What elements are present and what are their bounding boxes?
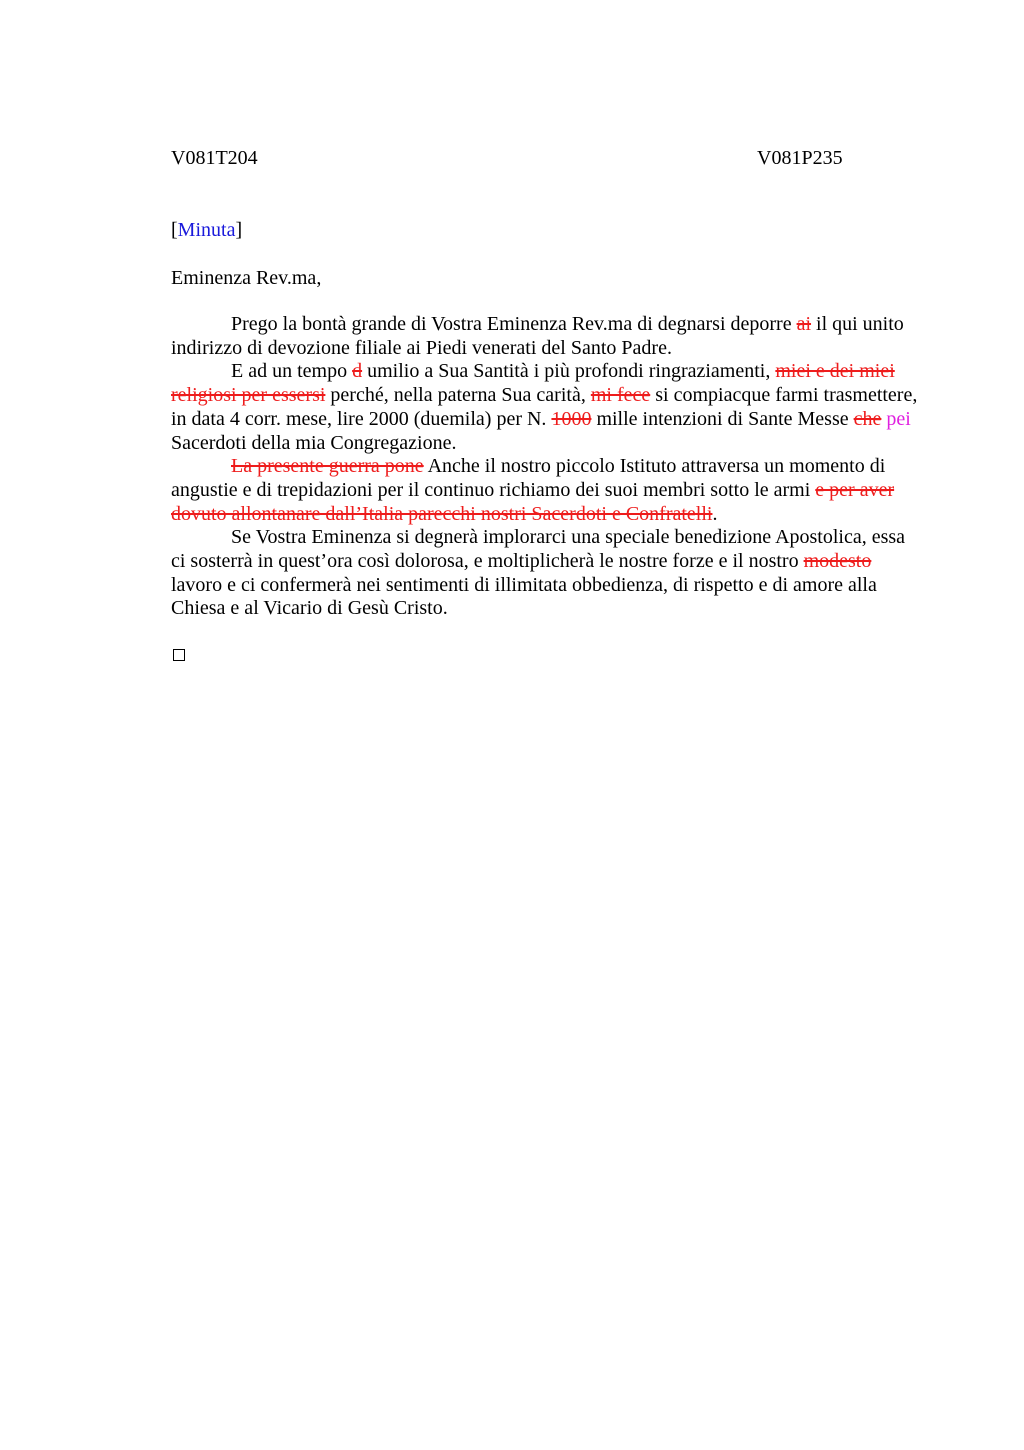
deleted-text: che (853, 407, 882, 430)
paragraph (171, 360, 923, 455)
bracket-open: [ (171, 219, 178, 241)
deleted-text: 1000 (551, 407, 592, 430)
text-segment: Prego la bontà grande di Vostra Eminenza Rev.ma di degnarsi deporre (231, 313, 797, 335)
text-segment: lavoro e ci confermerà nei sentimenti di illimitata obbedienza, di rispetto e di amore alla Chiesa e al Vicario di Gesù Cristo. (171, 573, 877, 620)
deleted-text: modesto (803, 550, 872, 573)
text-segment: Se Vostra Eminenza si degnerà implorarci una speciale benedizione Apostolica, essa ci sosterrà in quest’ora così dolorosa, e moltiplicherà le nostre forze e il nostro (171, 526, 906, 573)
minuta-text: Minuta (177, 219, 236, 241)
letter-body (171, 313, 923, 621)
salutation: Eminenza Rev.ma, (171, 267, 322, 289)
deleted-text: mi fece (590, 384, 651, 407)
text-segment: E ad un tempo (231, 360, 353, 383)
deleted-text: e per aver dovuto allontanare dall’Italia parecchi nostri Sacerdoti e Confratelli (171, 478, 895, 525)
header-left-code: V081T204 (171, 147, 258, 169)
text-segment: Sacerdoti della mia Congregazione. (171, 431, 457, 454)
text-segment: perché, nella paterna Sua carità, (325, 384, 591, 407)
paragraph (171, 313, 923, 360)
added-text: pei (886, 407, 911, 430)
text-segment: mille intenzioni di Sante Messe (591, 407, 854, 430)
deleted-text: d (352, 360, 363, 383)
deleted-text: La presente guerra pone (231, 455, 424, 478)
deleted-text: ai (796, 313, 812, 335)
bracket-close: ] (235, 219, 243, 241)
deleted-text: miei e dei miei religiosi per essersi (171, 360, 895, 407)
text-segment: Anche il nostro piccolo Istituto attraversa un momento di angustie e di trepidazioni per il continuo richiamo dei suoi membri sotto le armi (171, 455, 886, 501)
square-outline-icon (173, 649, 185, 661)
text-segment: si compiacque farmi trasmettere, in data 4 corr. mese, lire 2000 (duemila) per N. (171, 384, 918, 430)
minuta-label (171, 218, 242, 242)
text-segment: umilio a Sua Santità i più profondi ringraziamenti, (362, 360, 776, 383)
header-right-code: V081P235 (757, 147, 843, 169)
text-segment: il qui unito indirizzo di devozione filiale ai Piedi venerati del Santo Padre. (171, 313, 904, 359)
paragraph (171, 526, 923, 621)
text-segment: . (712, 502, 718, 525)
paragraph (171, 455, 923, 526)
